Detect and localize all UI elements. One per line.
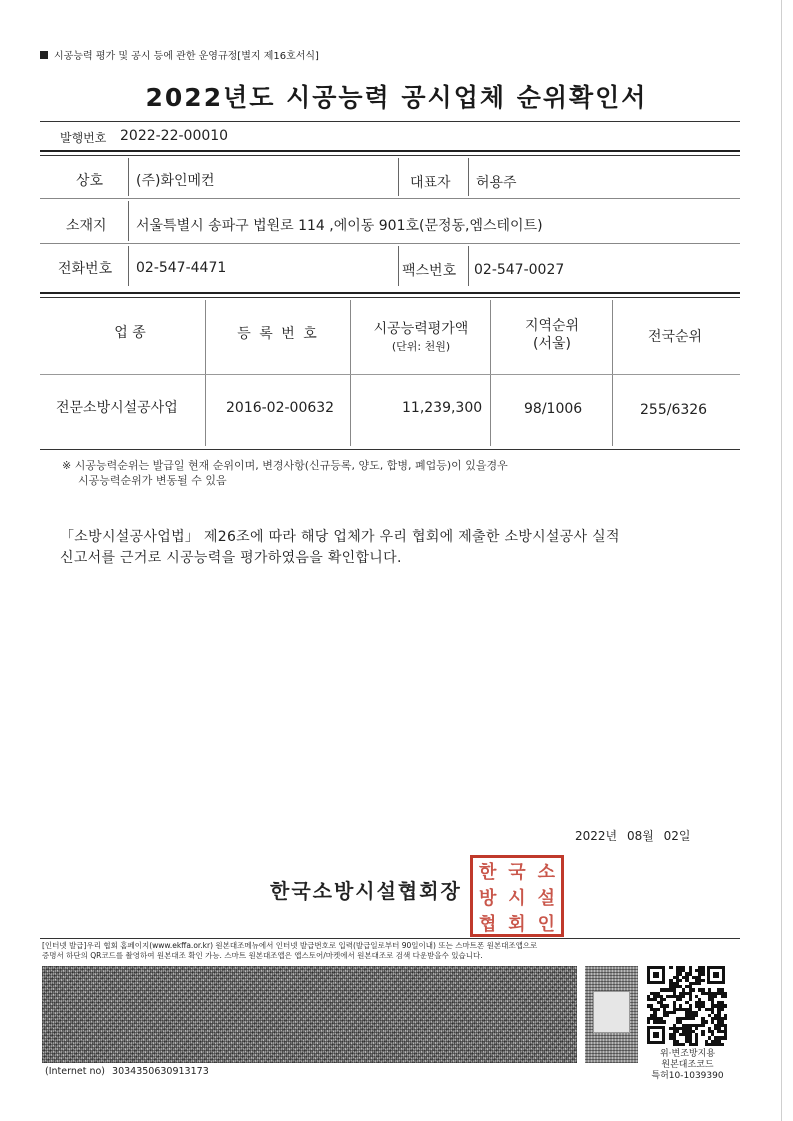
footer-line-2: 증명서 하단의 QR코드를 촬영하여 원본대조 확인 가능. 스마트 원본대조앱은 앱스토어/마켓에서 원본대조로 검색 다운받을수 있습니다. xyxy=(42,951,483,960)
qr-module xyxy=(698,982,701,985)
qr-module xyxy=(721,1043,724,1046)
rule xyxy=(40,198,740,199)
ceo-label: 대표자 xyxy=(410,175,451,191)
seal-char: 방 xyxy=(478,888,497,909)
qr-module xyxy=(701,1033,704,1036)
divider xyxy=(128,201,129,241)
header-reg-no: 등 록 번 호 xyxy=(237,326,319,342)
divider xyxy=(398,246,399,286)
header-amount-unit: (단위: 천원) xyxy=(391,340,451,353)
qr-module xyxy=(705,1020,708,1023)
qr-finder xyxy=(647,1026,665,1044)
rule-table-top xyxy=(40,297,740,298)
qr-module xyxy=(714,995,717,998)
ceo-name: 허용주 xyxy=(476,175,517,191)
qr-module xyxy=(682,995,685,998)
qr-caption-line-2: 원본대조코드 xyxy=(661,1060,714,1070)
rule-top xyxy=(40,121,740,122)
footer-instructions xyxy=(42,941,682,961)
divider xyxy=(490,300,491,446)
phone-label: 전화번호 xyxy=(58,261,113,277)
cell-industry: 전문소방시설공사업 xyxy=(56,400,178,416)
regulation-note-text: 시공능력 평가 및 공시 등에 관한 운영규정[별지 제16호서식] xyxy=(54,51,319,62)
seal-char: 시 xyxy=(508,888,526,909)
note-line-1: ※ 시공능력순위는 발급일 현재 순위이며, 변경사항(신규등록, 양도, 합병, 폐업등)이 있을경우 xyxy=(62,459,508,472)
cell-national: 255/6326 xyxy=(640,402,708,418)
association-name: 한국소방시설협회장 xyxy=(270,879,462,903)
fax: 02-547-0027 xyxy=(474,262,565,278)
scan-edge-line xyxy=(781,0,782,1121)
divider xyxy=(612,300,613,446)
qr-module xyxy=(647,1020,650,1023)
rule-issue-bottom xyxy=(40,150,740,152)
cell-reg-no: 2016-02-00632 xyxy=(226,400,335,416)
confirm-line-1: 「소방시설공사업법」 제26조에 따라 해당 업체가 우리 협회에 제출한 소방시설공사 실적 xyxy=(60,529,620,545)
qr-module xyxy=(695,1027,698,1030)
qr-module xyxy=(724,1004,727,1007)
qr-module xyxy=(663,998,666,1001)
seal-char: 소 xyxy=(537,862,556,883)
seal-char: 인 xyxy=(537,914,556,935)
internet-no-label: (Internet no) xyxy=(45,1066,105,1077)
qr-module xyxy=(666,1004,669,1007)
divider xyxy=(398,158,399,196)
confirm-line-2: 신고서를 근거로 시공능력을 평가하였음을 확인합니다. xyxy=(60,550,402,566)
divider xyxy=(128,246,129,286)
qr-module xyxy=(698,1008,701,1011)
rule-company-top xyxy=(40,155,740,156)
ranking-note xyxy=(62,458,508,488)
qr-finder xyxy=(647,966,665,984)
seal-characters xyxy=(473,858,561,934)
qr-module xyxy=(724,1017,727,1020)
internet-number xyxy=(45,1066,209,1077)
issue-number: 2022-22-00010 xyxy=(120,128,229,144)
document-title: 2022년도 시공능력 공시업체 순위확인서 xyxy=(145,83,648,112)
qr-module xyxy=(689,998,692,1001)
company-name: (주)화인메컨 xyxy=(136,173,215,189)
qr-module xyxy=(724,1036,727,1039)
qr-module xyxy=(679,979,682,982)
company-name-label: 상호 xyxy=(76,173,104,189)
verification-qr-code[interactable] xyxy=(645,964,727,1046)
qr-module xyxy=(724,995,727,998)
internet-no-value: 3034350630913173 xyxy=(112,1066,209,1077)
qr-module xyxy=(669,966,672,969)
phone: 02-547-4471 xyxy=(136,260,227,276)
seal-char: 회 xyxy=(508,914,526,935)
header-amount-label: 시공능력평가액 xyxy=(373,321,469,337)
fax-label: 팩스번호 xyxy=(402,263,457,279)
qr-module xyxy=(682,1043,685,1046)
note-line-2: 시공능력순위가 변동될 수 있음 xyxy=(78,474,227,487)
barcode-inner xyxy=(593,991,630,1033)
divider xyxy=(468,246,469,286)
qr-caption-line-1: 위·변조방지용 xyxy=(659,1049,716,1059)
qr-caption xyxy=(640,1049,735,1082)
divider xyxy=(350,300,351,446)
qr-module xyxy=(701,979,704,982)
qr-caption-line-3: 특허10-1039390 xyxy=(651,1071,724,1081)
qr-module xyxy=(673,1011,676,1014)
header-regional-sub: (서울) xyxy=(533,336,571,352)
address-label: 소재지 xyxy=(66,218,107,234)
anti-forgery-barcode xyxy=(585,966,638,1063)
rule-company-bottom xyxy=(40,292,740,294)
seal-char: 설 xyxy=(537,888,556,909)
header-regional-label: 지역순위 xyxy=(524,318,580,334)
rule-table-bottom xyxy=(40,449,740,450)
official-seal-stamp xyxy=(470,855,564,937)
qr-module xyxy=(679,998,682,1001)
header-amount xyxy=(352,320,490,356)
header-national: 전국순위 xyxy=(647,329,703,345)
seal-char: 국 xyxy=(508,862,526,883)
square-bullet-icon xyxy=(40,51,48,59)
issue-label: 발행번호 xyxy=(60,131,107,145)
header-regional xyxy=(492,317,612,353)
address: 서울특별시 송파구 법원로 114 ,에이동 901호(문정동,엠스테이트) xyxy=(136,218,543,234)
seal-char: 한 xyxy=(478,862,497,883)
qr-finder xyxy=(707,966,725,984)
qr-module xyxy=(657,1008,660,1011)
cell-regional: 98/1006 xyxy=(524,401,583,417)
divider xyxy=(205,300,206,446)
seal-char: 협 xyxy=(478,914,497,935)
rule xyxy=(40,374,740,375)
qr-module xyxy=(692,988,695,991)
divider xyxy=(468,158,469,196)
qr-module xyxy=(701,1024,704,1027)
confirmation-statement xyxy=(60,527,620,569)
qr-module xyxy=(695,1043,698,1046)
qr-module xyxy=(666,1014,669,1017)
issue-date: 2022년 08월 02일 xyxy=(575,829,691,843)
qr-module xyxy=(692,1017,695,1020)
rule xyxy=(40,243,740,244)
qr-module xyxy=(701,972,704,975)
footer-line-1: [인터넷 발급]우리 협회 홈페이지(www.ekffa.or.kr) 원본대조메뉴에서 인터넷 발급번호로 입력(발급일로부터 90일이내) 또는 스마트폰 원본대조앱으로 xyxy=(42,941,538,950)
regulation-note xyxy=(40,47,319,62)
anti-forgery-pattern xyxy=(42,966,577,1063)
qr-module xyxy=(663,1020,666,1023)
header-industry: 업 종 xyxy=(114,325,146,341)
divider xyxy=(128,158,129,196)
qr-module xyxy=(695,1014,698,1017)
cell-amount: 11,239,300 xyxy=(402,400,483,416)
qr-module xyxy=(721,1008,724,1011)
